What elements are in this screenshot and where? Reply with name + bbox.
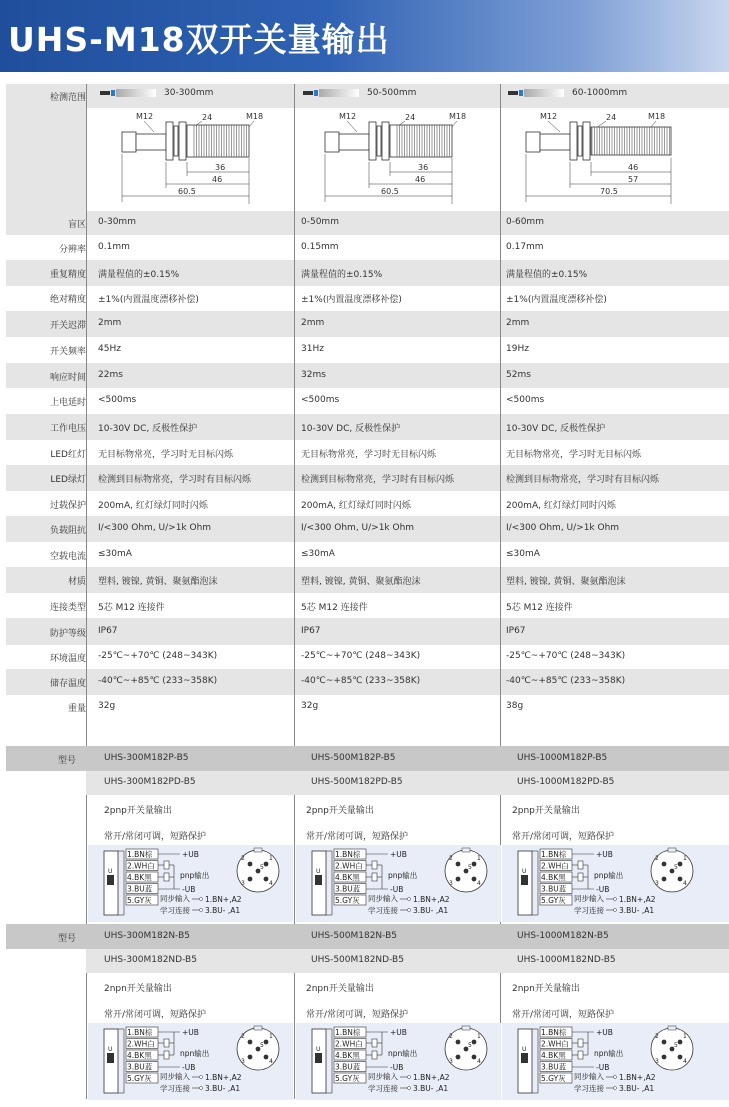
svg-text:3: 3 xyxy=(449,1058,453,1065)
svg-text:2: 2 xyxy=(449,855,453,862)
output-description: 2npn开关量输出 xyxy=(512,984,580,994)
svg-text:1: 1 xyxy=(683,1033,687,1040)
spec-value: -40℃~+85℃ (233~358K) xyxy=(506,676,626,686)
spec-label: 分辨率 xyxy=(58,245,86,255)
svg-text:1: 1 xyxy=(477,855,481,862)
svg-text:同步输入: 同步输入 xyxy=(368,894,398,903)
drawing-label-bg xyxy=(6,108,86,211)
spec-label: 过载保护 xyxy=(49,500,86,511)
spec-value: 32g xyxy=(301,701,319,711)
svg-text:5: 5 xyxy=(260,864,264,871)
spec-value: 0.15mm xyxy=(301,242,339,252)
svg-text:46: 46 xyxy=(415,175,426,184)
svg-text:M12: M12 xyxy=(339,112,357,121)
spec-label: LED红灯 xyxy=(50,449,86,460)
svg-text:5.GY灰: 5.GY灰 xyxy=(541,1074,566,1083)
spec-value: 塑料, 镀镍, 黄铜、聚氨酯泡沫 xyxy=(98,577,218,587)
svg-text:U: U xyxy=(316,1046,321,1053)
svg-text:1.BN+,A2: 1.BN+,A2 xyxy=(205,895,242,904)
model-number: UHS-1000M182P-B5 xyxy=(517,753,608,763)
spec-label: 上电延时 xyxy=(49,398,86,408)
spec-row xyxy=(6,211,729,235)
svg-text:70.5: 70.5 xyxy=(600,187,618,196)
spec-label: 绝对精度 xyxy=(49,295,86,305)
svg-text:4: 4 xyxy=(683,1058,687,1065)
svg-text:3.BU蓝: 3.BU蓝 xyxy=(541,1062,567,1072)
spec-label: 重复精度 xyxy=(49,270,86,280)
svg-text:3: 3 xyxy=(241,880,245,887)
svg-text:1.BN棕: 1.BN棕 xyxy=(335,1028,361,1037)
svg-text:4.BK黑: 4.BK黑 xyxy=(541,1051,566,1060)
spec-value: -25℃~+70℃ (248~343K) xyxy=(301,651,421,661)
svg-text:4: 4 xyxy=(269,880,273,887)
svg-text:-UB: -UB xyxy=(390,1063,404,1072)
svg-text:2.WH白: 2.WH白 xyxy=(335,1039,363,1049)
spec-label: 连接类型 xyxy=(49,602,86,613)
model-number: UHS-300M182PD-B5 xyxy=(104,777,196,787)
spec-value: 无目标物常亮，学习时无目标闪烁 xyxy=(506,449,642,460)
svg-text:3: 3 xyxy=(655,1058,659,1065)
range-value: 50-500mm xyxy=(367,88,417,98)
spec-value: 10-30V DC, 反极性保护 xyxy=(506,424,606,434)
spec-value: -40℃~+85℃ (233~358K) xyxy=(301,676,421,686)
svg-text:npn输出: npn输出 xyxy=(594,1049,624,1058)
svg-text:U: U xyxy=(316,868,321,875)
spec-row xyxy=(6,491,729,516)
svg-text:3.BU- ,A1: 3.BU- ,A1 xyxy=(619,1084,655,1093)
sensor-dimension-drawing xyxy=(108,110,288,214)
spec-value: 45Hz xyxy=(98,344,121,354)
svg-text:3.BU- ,A1: 3.BU- ,A1 xyxy=(619,906,655,915)
svg-text:M12: M12 xyxy=(540,112,558,121)
spec-row xyxy=(6,593,729,618)
spec-value: 22ms xyxy=(98,369,123,380)
spec-value: 塑料, 镀镍, 黄铜、聚氨酯泡沫 xyxy=(301,577,421,587)
svg-text:3.BU- ,A1: 3.BU- ,A1 xyxy=(205,1084,241,1093)
output-description: 2pnp开关量输出 xyxy=(512,806,580,816)
spec-value: 10-30V DC, 反极性保护 xyxy=(98,424,198,434)
spec-label: 盲区 xyxy=(67,220,86,230)
svg-text:3.BU- ,A1: 3.BU- ,A1 xyxy=(205,906,241,915)
spec-value: IP67 xyxy=(301,625,321,636)
svg-text:4.BK黑: 4.BK黑 xyxy=(127,1051,152,1060)
spec-value: ±1%(内置温度漂移补偿) xyxy=(506,295,607,305)
spec-value: 5芯 M12 连接件 xyxy=(98,602,165,613)
range-value: 60-1000mm xyxy=(572,88,628,98)
spec-label: 环境温度 xyxy=(49,654,86,664)
svg-text:3.BU- ,A1: 3.BU- ,A1 xyxy=(413,906,449,915)
spec-value: 无目标物常亮，学习时无目标闪烁 xyxy=(301,449,437,460)
svg-text:1.BN棕: 1.BN棕 xyxy=(335,850,361,859)
spec-value: IP67 xyxy=(98,625,118,636)
svg-text:+UB: +UB xyxy=(596,1028,613,1037)
svg-text:-UB: -UB xyxy=(596,1063,610,1072)
svg-text:1.BN棕: 1.BN棕 xyxy=(127,1028,153,1037)
output-description: 常开/常闭可调，短路保护 xyxy=(512,1010,615,1020)
spec-label: 开关频率 xyxy=(49,347,86,357)
spec-value: -25℃~+70℃ (248~343K) xyxy=(506,651,626,661)
spec-row xyxy=(6,695,729,719)
spec-row xyxy=(6,542,729,567)
spec-row xyxy=(6,414,729,440)
svg-text:36: 36 xyxy=(215,163,226,172)
spec-value: -40℃~+85℃ (233~358K) xyxy=(98,676,218,686)
svg-text:3.BU蓝: 3.BU蓝 xyxy=(335,884,361,894)
svg-text:4.BK黑: 4.BK黑 xyxy=(335,1051,360,1060)
spec-label: 材质 xyxy=(67,577,86,587)
spec-value: 10-30V DC, 反极性保护 xyxy=(301,424,401,434)
svg-text:2: 2 xyxy=(655,855,659,862)
svg-text:2: 2 xyxy=(241,1033,245,1040)
wiring-diagram xyxy=(310,1025,500,1103)
svg-text:3.BU蓝: 3.BU蓝 xyxy=(335,1062,361,1072)
title-banner xyxy=(0,0,729,72)
spec-value: 满量程值的±0.15% xyxy=(98,270,180,280)
svg-text:5.GY灰: 5.GY灰 xyxy=(127,1074,152,1083)
svg-text:-UB: -UB xyxy=(596,885,610,894)
spec-label: LED绿灯 xyxy=(50,475,86,485)
model-number: UHS-1000M182PD-B5 xyxy=(517,777,615,787)
spec-label: 空载电流 xyxy=(49,551,86,562)
svg-text:2.WH白: 2.WH白 xyxy=(127,861,155,871)
svg-text:2: 2 xyxy=(241,855,245,862)
spec-row xyxy=(6,516,729,542)
svg-text:同步输入: 同步输入 xyxy=(574,894,604,903)
svg-text:学习连接: 学习连接 xyxy=(574,906,604,915)
spec-label: 负载阻抗 xyxy=(49,526,86,536)
svg-text:M18: M18 xyxy=(449,112,467,121)
svg-text:5.GY灰: 5.GY灰 xyxy=(541,896,566,905)
spec-row xyxy=(6,465,729,491)
svg-text:-UB: -UB xyxy=(390,885,404,894)
spec-row xyxy=(6,363,729,388)
spec-value: 200mA, 红灯绿灯同时闪烁 xyxy=(506,500,616,511)
spec-value: ≤30mA xyxy=(506,548,540,559)
svg-text:2.WH白: 2.WH白 xyxy=(541,861,569,871)
spec-row xyxy=(6,311,729,337)
svg-text:M18: M18 xyxy=(246,112,264,121)
spec-value: 检测到目标物常亮，学习时有目标闪烁 xyxy=(98,475,252,485)
svg-text:U: U xyxy=(108,1046,113,1053)
svg-text:同步输入: 同步输入 xyxy=(574,1072,604,1081)
range-cell xyxy=(303,88,416,98)
svg-text:3.BU蓝: 3.BU蓝 xyxy=(541,884,567,894)
svg-text:5: 5 xyxy=(468,864,472,871)
svg-text:36: 36 xyxy=(418,163,429,172)
spec-value: 2mm xyxy=(98,318,122,328)
wiring-diagram xyxy=(516,1025,706,1103)
svg-text:3.BU蓝: 3.BU蓝 xyxy=(127,1062,153,1072)
svg-text:M12: M12 xyxy=(136,112,154,121)
spec-row xyxy=(6,618,729,645)
spec-value: 0-60mm xyxy=(506,217,544,227)
sensor-beam-icon xyxy=(508,89,564,97)
svg-text:学习连接: 学习连接 xyxy=(160,1084,190,1093)
wiring-diagram xyxy=(310,847,500,925)
spec-label: 检测范围 xyxy=(49,93,86,103)
svg-text:U: U xyxy=(108,868,113,875)
spec-label: 重量 xyxy=(67,704,86,714)
spec-value: IP67 xyxy=(506,625,526,636)
spec-value: 200mA, 红灯绿灯同时闪烁 xyxy=(301,500,411,511)
svg-text:3: 3 xyxy=(449,880,453,887)
spec-value: <500ms xyxy=(98,395,137,405)
svg-text:-UB: -UB xyxy=(182,1063,196,1072)
svg-text:5: 5 xyxy=(674,1042,678,1049)
svg-text:-UB: -UB xyxy=(182,885,196,894)
svg-text:5: 5 xyxy=(468,1042,472,1049)
svg-text:1: 1 xyxy=(477,1033,481,1040)
output-description: 2pnp开关量输出 xyxy=(104,806,172,816)
svg-text:+UB: +UB xyxy=(390,850,407,859)
svg-text:60.5: 60.5 xyxy=(178,187,196,196)
output-description: 常开/常闭可调，短路保护 xyxy=(306,832,409,842)
svg-text:pnp输出: pnp输出 xyxy=(388,871,418,880)
spec-row xyxy=(6,260,729,286)
svg-text:npn输出: npn输出 xyxy=(180,1049,210,1058)
svg-text:4.BK黑: 4.BK黑 xyxy=(335,873,360,882)
svg-text:3: 3 xyxy=(655,880,659,887)
svg-text:24: 24 xyxy=(202,113,213,122)
svg-text:U: U xyxy=(522,868,527,875)
pnp-section-label: 型号 xyxy=(57,756,76,766)
svg-text:4: 4 xyxy=(269,1058,273,1065)
spec-value: 0.1mm xyxy=(98,242,130,252)
spec-label: 工作电压 xyxy=(49,424,86,434)
spec-row xyxy=(6,440,729,465)
svg-text:5.GY灰: 5.GY灰 xyxy=(127,896,152,905)
output-description: 常开/常闭可调，短路保护 xyxy=(104,1010,207,1020)
spec-row xyxy=(6,388,729,414)
svg-text:学习连接: 学习连接 xyxy=(368,906,398,915)
spec-value: <500ms xyxy=(301,395,340,405)
spec-value: ±1%(内置温度漂移补偿) xyxy=(98,295,199,305)
svg-text:学习连接: 学习连接 xyxy=(368,1084,398,1093)
wiring-diagram xyxy=(516,847,706,925)
spec-value: 32g xyxy=(98,701,116,711)
spec-value: -25℃~+70℃ (248~343K) xyxy=(98,651,218,661)
svg-text:1.BN棕: 1.BN棕 xyxy=(541,850,567,859)
svg-text:M18: M18 xyxy=(648,112,666,121)
svg-text:5: 5 xyxy=(674,864,678,871)
svg-text:3.BU- ,A1: 3.BU- ,A1 xyxy=(413,1084,449,1093)
svg-text:+UB: +UB xyxy=(182,1028,199,1037)
model-number: UHS-300M182ND-B5 xyxy=(104,955,197,965)
spec-value: 无目标物常亮，学习时无目标闪烁 xyxy=(98,449,234,460)
svg-text:1: 1 xyxy=(683,855,687,862)
spec-row xyxy=(6,286,729,310)
svg-text:4: 4 xyxy=(477,880,481,887)
svg-text:2: 2 xyxy=(449,1033,453,1040)
svg-text:npn输出: npn输出 xyxy=(388,1049,418,1058)
spec-value: 200mA, 红灯绿灯同时闪烁 xyxy=(98,500,208,511)
spec-label: 响应时间 xyxy=(49,372,86,383)
svg-text:5.GY灰: 5.GY灰 xyxy=(335,896,360,905)
sensor-dimension-drawing xyxy=(520,110,700,214)
spec-value: ≤30mA xyxy=(301,548,335,559)
spec-value: ≤30mA xyxy=(98,548,132,559)
svg-text:学习连接: 学习连接 xyxy=(574,1084,604,1093)
npn-section-label: 型号 xyxy=(57,934,76,944)
spec-value: 2mm xyxy=(506,318,530,328)
svg-text:学习连接: 学习连接 xyxy=(160,906,190,915)
output-description: 2pnp开关量输出 xyxy=(306,806,374,816)
spec-value: 31Hz xyxy=(301,344,324,354)
svg-text:46: 46 xyxy=(212,175,223,184)
svg-text:+UB: +UB xyxy=(596,850,613,859)
svg-text:1.BN棕: 1.BN棕 xyxy=(541,1028,567,1037)
svg-text:5.GY灰: 5.GY灰 xyxy=(335,1074,360,1083)
svg-text:+UB: +UB xyxy=(390,1028,407,1037)
sensor-beam-icon xyxy=(100,89,156,97)
svg-text:1.BN+,A2: 1.BN+,A2 xyxy=(619,1073,656,1082)
sensor-dimension-drawing xyxy=(311,110,491,214)
svg-text:4.BK黑: 4.BK黑 xyxy=(127,873,152,882)
svg-text:同步输入: 同步输入 xyxy=(368,1072,398,1081)
spec-value: 0-50mm xyxy=(301,217,339,227)
spec-value: 0.17mm xyxy=(506,242,544,252)
spec-value: I/<300 Ohm, U/>1k Ohm xyxy=(98,523,212,533)
svg-text:+UB: +UB xyxy=(182,850,199,859)
svg-text:pnp输出: pnp输出 xyxy=(180,871,210,880)
svg-text:2.WH白: 2.WH白 xyxy=(127,1039,155,1049)
svg-text:3: 3 xyxy=(241,1058,245,1065)
spec-value: 满量程值的±0.15% xyxy=(506,270,588,280)
output-description: 2npn开关量输出 xyxy=(306,984,374,994)
svg-text:24: 24 xyxy=(606,113,617,122)
wiring-diagram xyxy=(102,1025,292,1103)
model-number: UHS-1000M182ND-B5 xyxy=(517,955,616,965)
spec-row xyxy=(6,236,729,260)
spec-row xyxy=(6,645,729,669)
output-description: 常开/常闭可调，短路保护 xyxy=(104,832,207,842)
svg-text:1.BN+,A2: 1.BN+,A2 xyxy=(413,895,450,904)
spec-value: 5芯 M12 连接件 xyxy=(301,602,368,613)
spec-label: 开关迟滞 xyxy=(49,321,86,331)
svg-text:4.BK黑: 4.BK黑 xyxy=(541,873,566,882)
spec-value: 38g xyxy=(506,701,524,711)
spec-label: 防护等级 xyxy=(49,628,86,639)
spec-label: 储存温度 xyxy=(49,679,86,689)
svg-text:同步输入: 同步输入 xyxy=(160,894,190,903)
spec-value: I/<300 Ohm, U/>1k Ohm xyxy=(301,523,415,533)
spec-value: ±1%(内置温度漂移补偿) xyxy=(301,295,402,305)
svg-text:4: 4 xyxy=(683,880,687,887)
output-description: 常开/常闭可调，短路保护 xyxy=(306,1010,409,1020)
sensor-beam-icon xyxy=(303,89,359,97)
svg-text:4: 4 xyxy=(477,1058,481,1065)
svg-text:1.BN+,A2: 1.BN+,A2 xyxy=(619,895,656,904)
range-cell xyxy=(100,88,213,98)
svg-text:2: 2 xyxy=(655,1033,659,1040)
wiring-diagram xyxy=(102,847,292,925)
spec-row xyxy=(6,669,729,695)
svg-text:2.WH白: 2.WH白 xyxy=(541,1039,569,1049)
svg-text:3.BU蓝: 3.BU蓝 xyxy=(127,884,153,894)
svg-text:1: 1 xyxy=(269,1033,273,1040)
range-cell xyxy=(508,88,627,98)
spec-value: 52ms xyxy=(506,369,531,380)
spec-value: 0-30mm xyxy=(98,217,136,227)
model-number: UHS-300M182P-B5 xyxy=(104,753,189,763)
spec-value: 19Hz xyxy=(506,344,529,354)
model-number: UHS-500M182ND-B5 xyxy=(311,955,404,965)
output-description: 常开/常闭可调，短路保护 xyxy=(512,832,615,842)
model-number: UHS-500M182N-B5 xyxy=(311,931,397,941)
svg-text:5: 5 xyxy=(260,1042,264,1049)
page-title: UHS-M18双开关量输出 xyxy=(8,20,390,59)
svg-text:U: U xyxy=(522,1046,527,1053)
range-value: 30-300mm xyxy=(164,88,214,98)
spec-row xyxy=(6,337,729,363)
spec-value: 满量程值的±0.15% xyxy=(301,270,383,280)
spec-value: <500ms xyxy=(506,395,545,405)
model-number: UHS-500M182P-B5 xyxy=(311,753,396,763)
svg-text:57: 57 xyxy=(628,175,639,184)
spec-value: 检测到目标物常亮，学习时有目标闪烁 xyxy=(301,475,455,485)
spec-row xyxy=(6,567,729,593)
svg-text:24: 24 xyxy=(405,113,416,122)
svg-text:1.BN+,A2: 1.BN+,A2 xyxy=(413,1073,450,1082)
model-number: UHS-1000M182N-B5 xyxy=(517,931,609,941)
spec-value: 塑料, 镀镍, 黄铜、聚氨酯泡沫 xyxy=(506,577,626,587)
svg-text:1: 1 xyxy=(269,855,273,862)
svg-text:46: 46 xyxy=(628,163,639,172)
svg-text:同步输入: 同步输入 xyxy=(160,1072,190,1081)
svg-text:1.BN+,A2: 1.BN+,A2 xyxy=(205,1073,242,1082)
svg-text:2.WH白: 2.WH白 xyxy=(335,861,363,871)
model-number: UHS-300M182N-B5 xyxy=(104,931,190,941)
spec-value: 5芯 M12 连接件 xyxy=(506,602,573,613)
output-description: 2npn开关量输出 xyxy=(104,984,172,994)
spec-value: I/<300 Ohm, U/>1k Ohm xyxy=(506,523,620,533)
svg-text:1.BN棕: 1.BN棕 xyxy=(127,850,153,859)
spec-value: 检测到目标物常亮，学习时有目标闪烁 xyxy=(506,475,660,485)
spec-value: 32ms xyxy=(301,369,326,380)
svg-text:pnp输出: pnp输出 xyxy=(594,871,624,880)
model-number: UHS-500M182PD-B5 xyxy=(311,777,403,787)
spec-value: 2mm xyxy=(301,318,325,328)
svg-text:60.5: 60.5 xyxy=(381,187,399,196)
